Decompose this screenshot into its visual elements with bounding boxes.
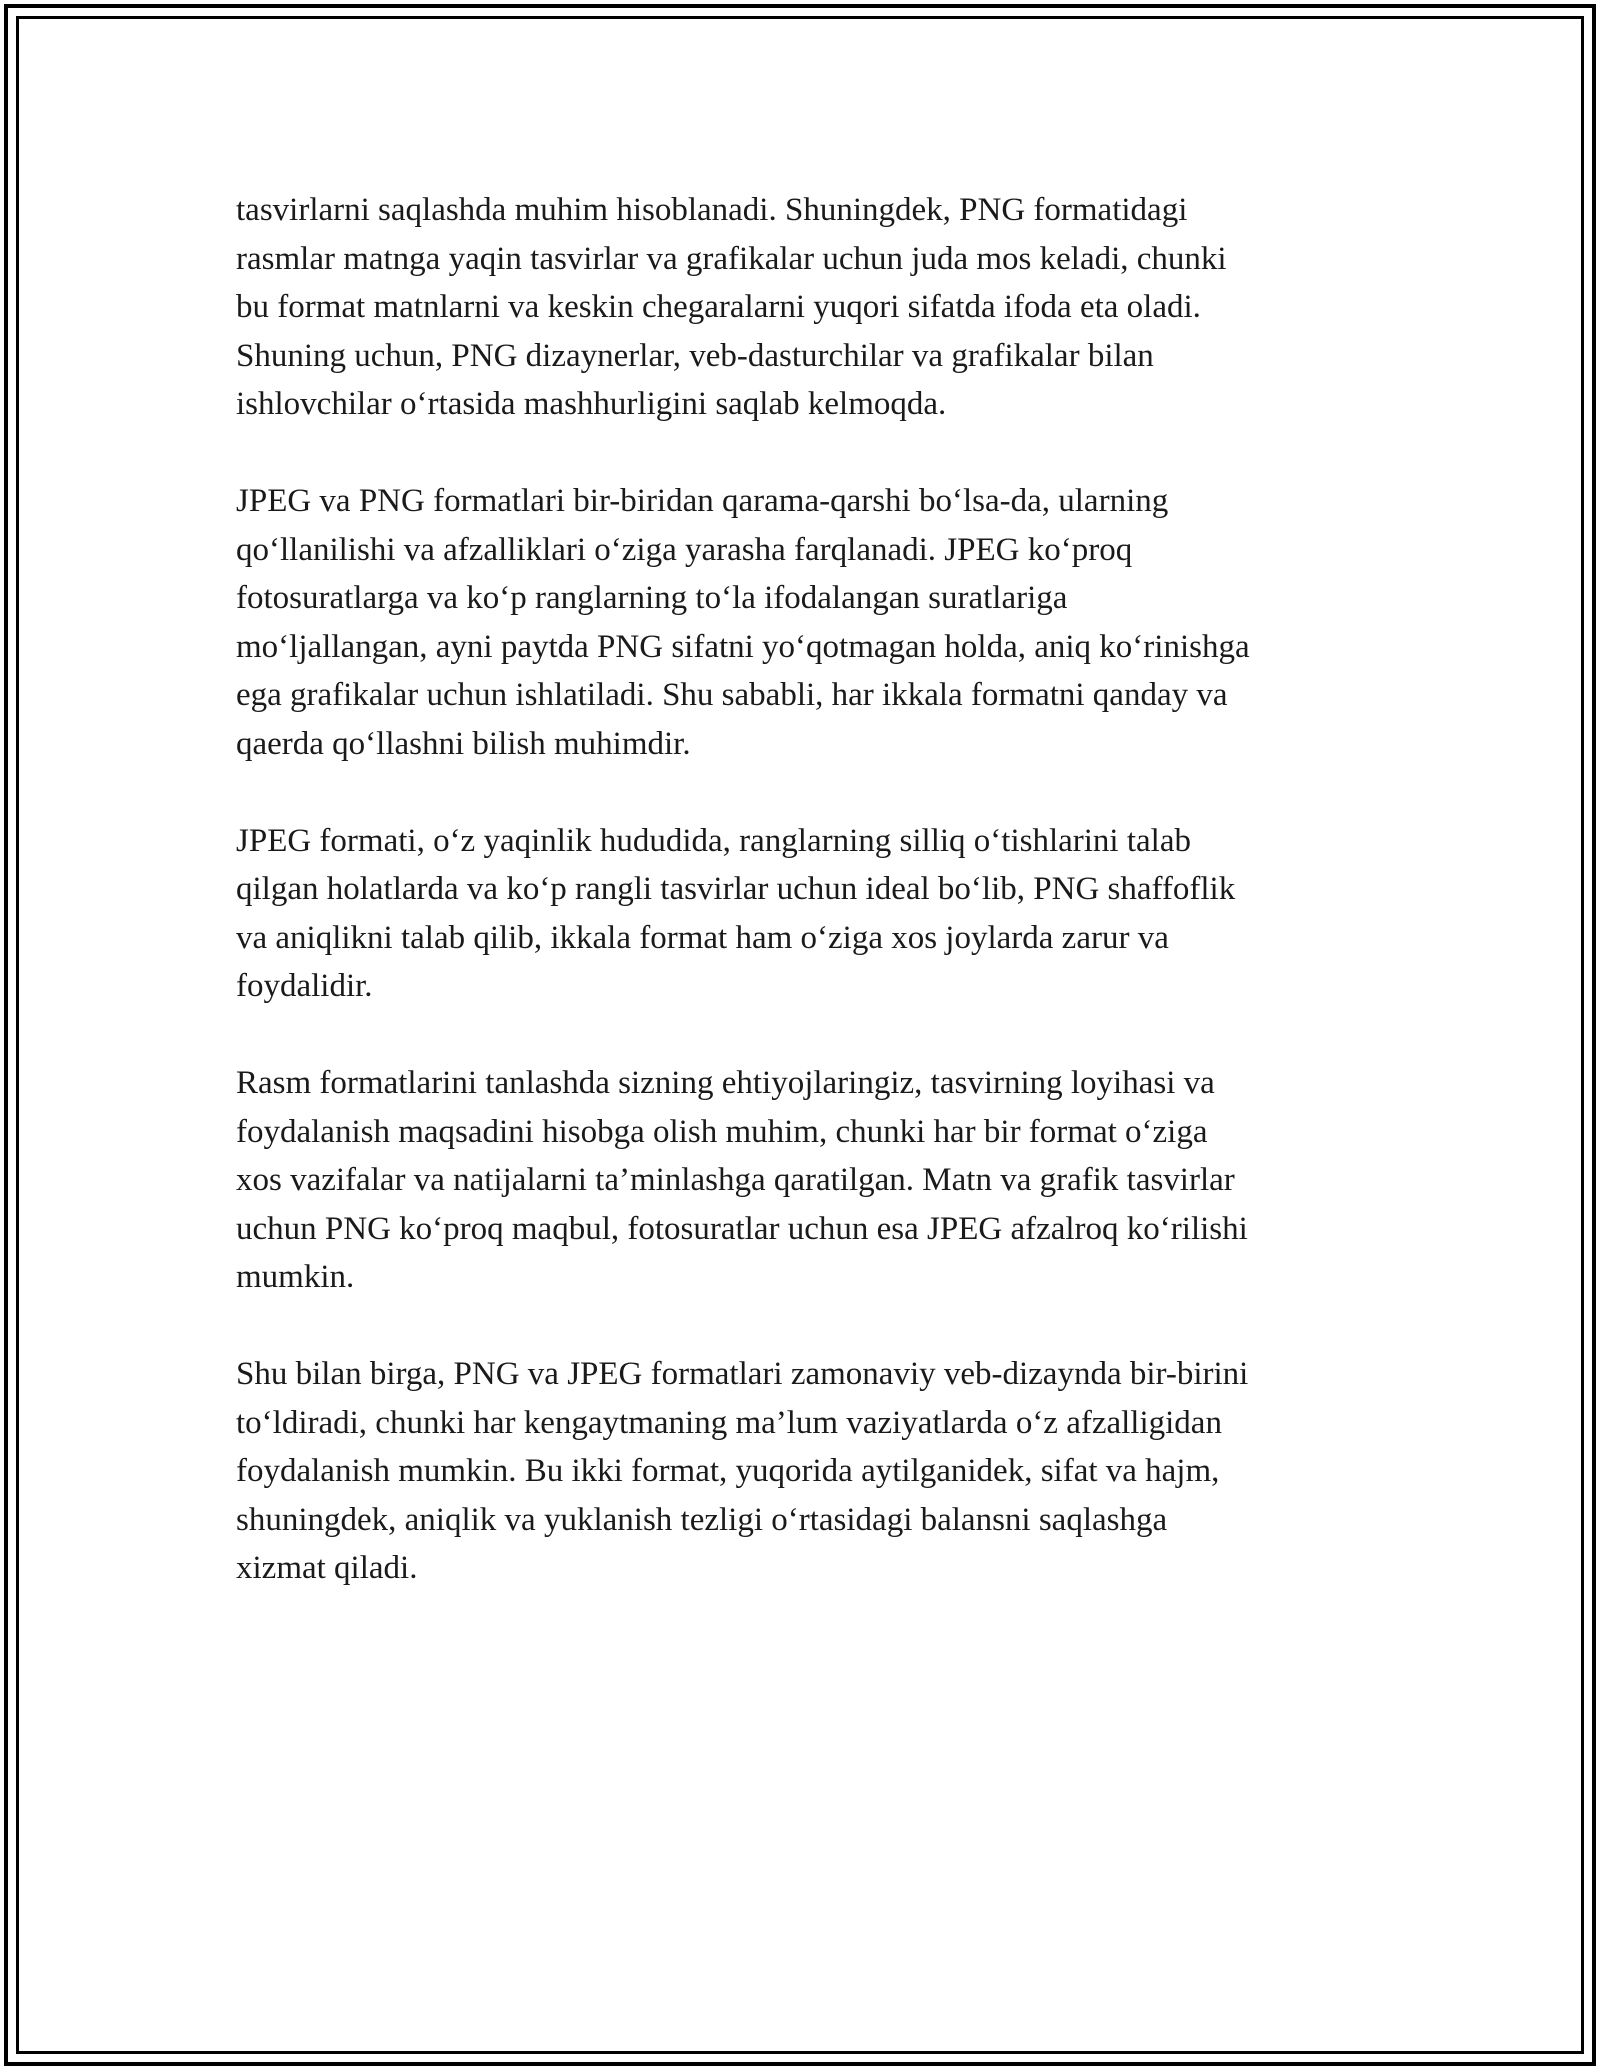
paragraph-4 <box>236 1059 1376 1302</box>
text-line: to‘ldiradi, chunki har kengaytmaning ma’lum vaziyatlarda o‘z afzalligidan <box>236 1404 1222 1441</box>
text-line: tasvirlarni saqlashda muhim hisoblanadi. Shuningdek, PNG formatidagi <box>236 192 1188 228</box>
text-line: uchun PNG ko‘proq maqbul, fotosuratlar uchun esa JPEG afzalroq ko‘rilishi <box>236 1210 1248 1247</box>
text-line: ega grafikalar uchun ishlatiladi. Shu sababli, har ikkala formatni qanday va <box>236 677 1228 713</box>
text-line: bu format matnlarni va keskin chegaralarni yuqori sifatda ifoda eta oladi. <box>236 289 1201 325</box>
paragraph-1 <box>236 186 1376 429</box>
text-line: rasmlar matnga yaqin tasvirlar va grafikalar uchun juda mos keladi, chunki <box>236 240 1227 277</box>
text-line: fotosuratlarga va ko‘p ranglarning to‘la ifodalangan suratlariga <box>236 580 1068 616</box>
text-line: JPEG formati, o‘z yaqinlik hududida, ranglarning silliq o‘tishlarini talab <box>236 822 1191 859</box>
text-line: xos vazifalar va natijalarni ta’minlashga qaratilgan. Matn va grafik tasvirlar <box>236 1162 1235 1198</box>
text-line: Shu bilan birga, PNG va JPEG formatlari zamonaviy veb-dizaynda bir-birini <box>236 1356 1249 1392</box>
text-line: foydalanish maqsadini hisobga olish muhim, chunki har bir format o‘ziga <box>236 1113 1208 1150</box>
text-line: Shuning uchun, PNG dizaynerlar, veb-dasturchilar va grafikalar bilan <box>236 337 1154 374</box>
text-line: qaerda qo‘llashni bilish muhimdir. <box>236 725 691 762</box>
paragraph-5 <box>236 1350 1376 1593</box>
text-line: mumkin. <box>236 1259 355 1295</box>
text-line: Rasm formatlarini tanlashda sizning ehtiyojlaringiz, tasvirning loyihasi va <box>236 1065 1215 1101</box>
text-line: foydalidir. <box>236 968 373 1004</box>
document-body <box>236 186 1376 1641</box>
text-line: foydalanish mumkin. Bu ikki format, yuqorida aytilganidek, sifat va hajm, <box>236 1453 1220 1489</box>
paragraph-3 <box>236 817 1376 1011</box>
text-line: mo‘ljallangan, ayni paytda PNG sifatni yo‘qotmagan holda, aniq ko‘rinishga <box>236 628 1250 665</box>
text-line: JPEG va PNG formatlari bir-biridan qarama-qarshi bo‘lsa-da, ularning <box>236 483 1169 519</box>
paragraph-2 <box>236 477 1376 768</box>
text-line: va aniqlikni talab qilib, ikkala format ham o‘ziga xos joylarda zarur va <box>236 919 1169 956</box>
text-line: xizmat qiladi. <box>236 1550 418 1586</box>
text-line: qilgan holatlarda va ko‘p rangli tasvirlar uchun ideal bo‘lib, PNG shaffoflik <box>236 871 1236 907</box>
text-line: ishlovchilar o‘rtasida mashhurligini saqlab kelmoqda. <box>236 386 947 422</box>
text-line: shuningdek, aniqlik va yuklanish tezligi o‘rtasidagi balansni saqlashga <box>236 1501 1168 1538</box>
text-line: qo‘llanilishi va afzalliklari o‘ziga yarasha farqlanadi. JPEG ko‘proq <box>236 531 1133 568</box>
